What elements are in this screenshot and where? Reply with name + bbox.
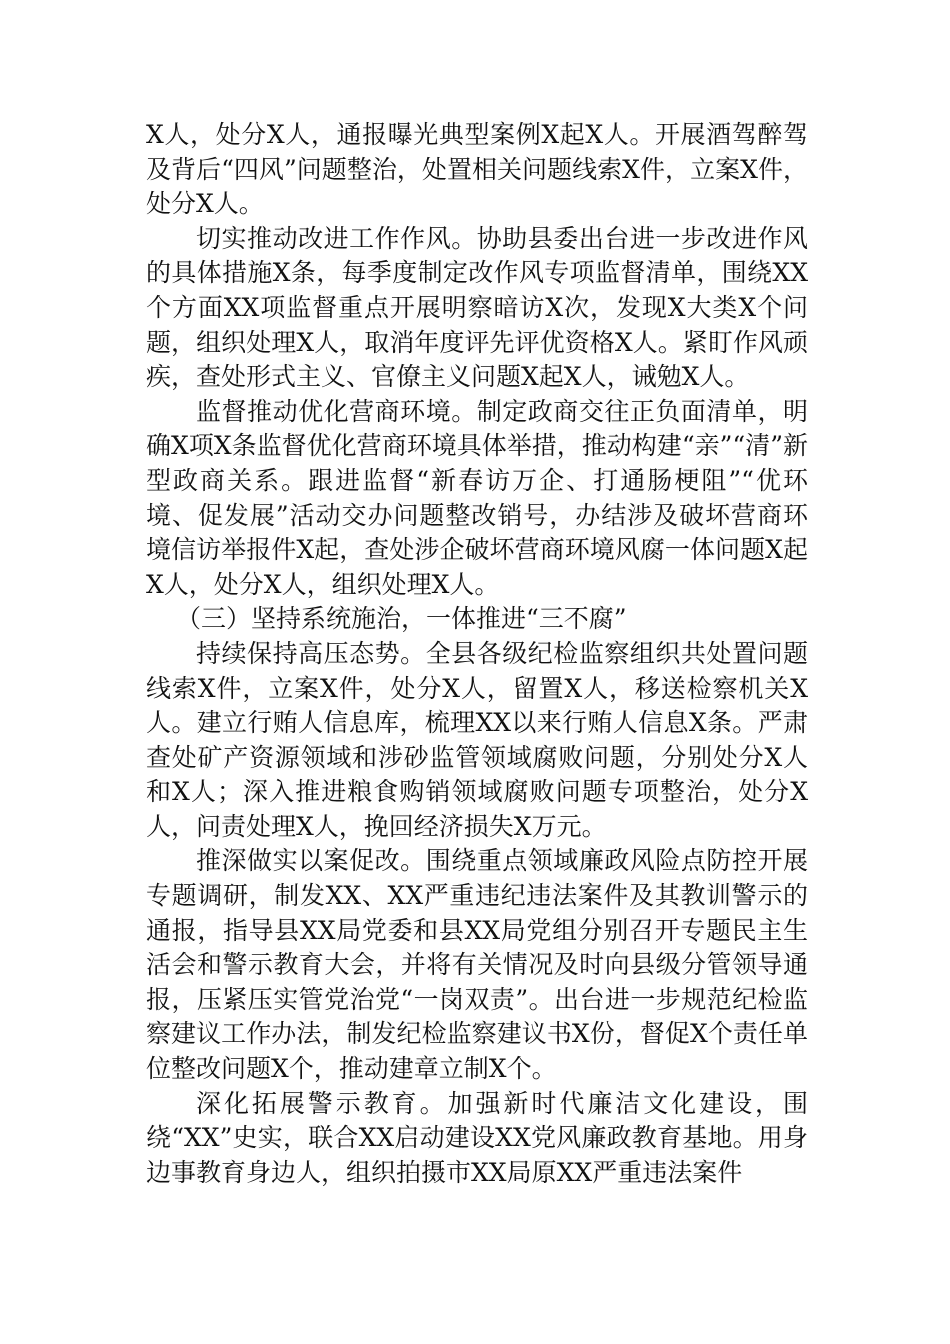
section-heading-three: （三）坚持系统施治，一体推进“三不腐”	[176, 604, 627, 634]
paragraph-business-environment: 监督推动优化营商环境。制定政商交往正负面清单，明确X项X条监督优化营商环境具体举措，推动构建“亲”“清”新型政商关系。跟进监督“新春访万企、打通肠梗阻”“优环境、促发展”活动交办问题整改销号，办结涉及破坏营商环境信访举报件X起，查处涉企破坏营商环境风腐一体问题X起X人，处分X人，组织处理X人。	[146, 396, 808, 599]
paragraph-continuation: X人，处分X人，通报曝光典型案例X起X人。开展酒驾醉驾及背后“四风”问题整治，处置相关问题线索X件，立案X件，处分X人。	[146, 120, 808, 219]
document-body	[146, 118, 808, 1190]
paragraph-warning-education: 深化拓展警示教育。加强新时代廉洁文化建设，围绕“XX”史实，联合XX启动建设XX党风廉政教育基地。用身边事教育身边人，组织拍摄市XX局原XX严重违法案件	[146, 1088, 808, 1187]
paragraph-improve-work-style: 切实推动改进工作作风。协助县委出台进一步改进作风的具体措施X条，每季度制定改作风专项监督清单，围绕XX个方面XX项监督重点开展明察暗访X次，发现X大类X个问题，组织处理X人，取消年度评先评优资格X人。紧盯作风顽疾，查处形式主义、官僚主义问题X起X人，诫勉X人。	[146, 223, 808, 392]
paragraph-high-pressure: 持续保持高压态势。全县各级纪检监察组织共处置问题线索X件，立案X件，处分X人，留置X人，移送检察机关X人。建立行贿人信息库，梳理XX以来行贿人信息X条。严肃查处矿产资源领域和涉砂监管领域腐败问题，分别处分X人和X人；深入推进粮食购销领域腐败问题专项整治，处分X人，问责处理X人，挽回经济损失X万元。	[146, 638, 808, 841]
paragraph-case-reform: 推深做实以案促改。围绕重点领域廉政风险点防控开展专题调研，制发XX、XX严重违纪违法案件及其教训警示的通报，指导县XX局党委和县XX局党组分别召开专题民主生活会和警示教育大会，并将有关情况及时向县级分管领导通报，压紧压实管党治党“一岗双责”。出台进一步规范纪检监察建议工作办法，制发纪检监察建议书X份，督促X个责任单位整改问题X个，推动建章立制X个。	[146, 846, 808, 1084]
